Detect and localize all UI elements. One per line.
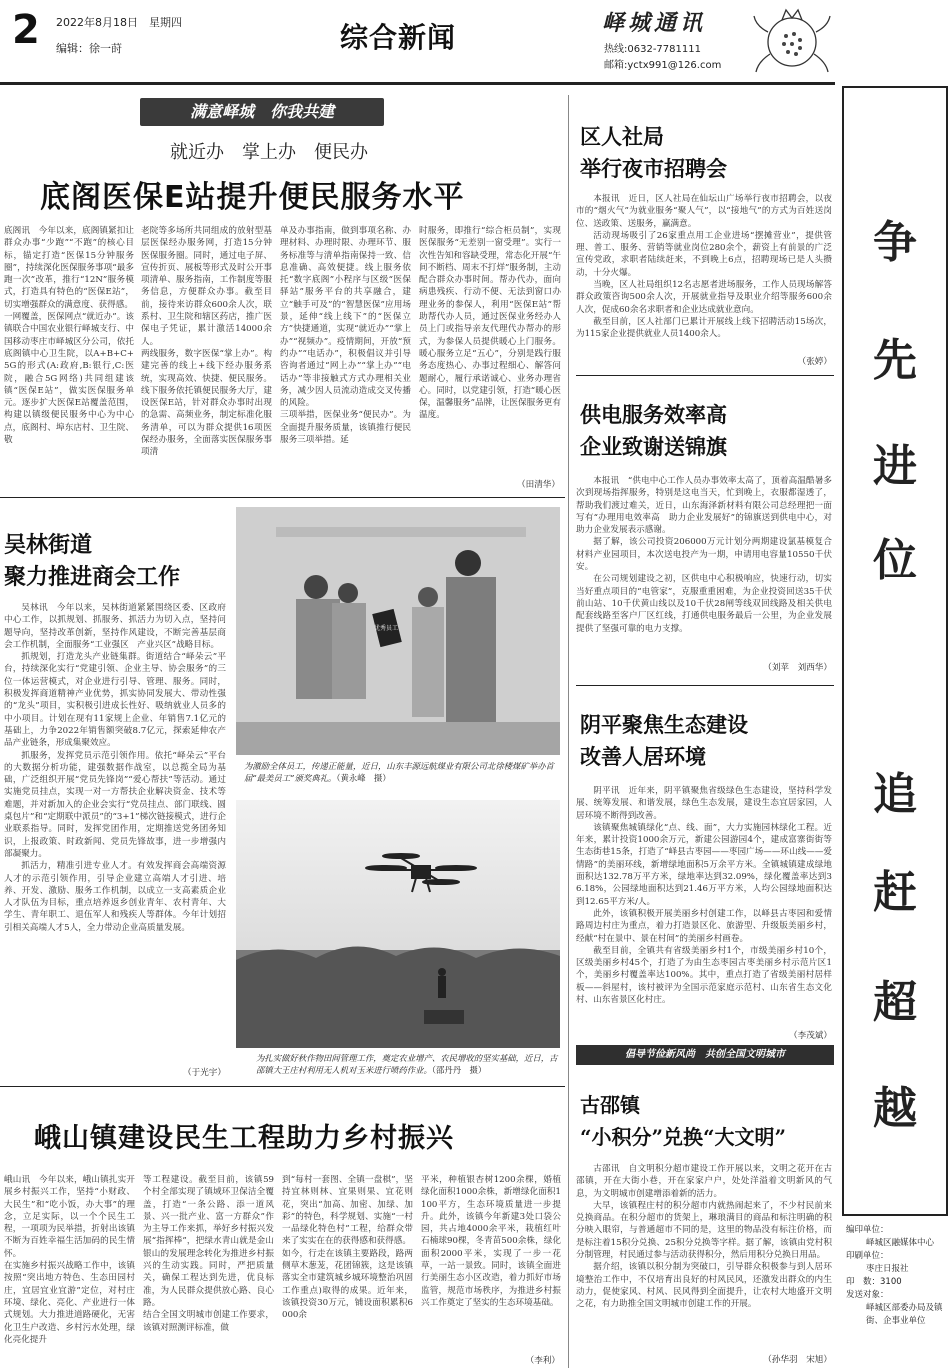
a1-title-1: 区人社局	[580, 124, 664, 149]
a2-title-2: 企业致谢送锦旗	[580, 434, 727, 459]
lead-col-4-text: 时服务，即推行“综合柜员制”，实现医保服务“无差别一窗受理”。实行一次性告知和容缺受理，常态化开展“午间不断档、周末不打烊”服务制，主动配合群众办事时间。帮办代办，面向病患残疾、行动不便、无法到窗口办理业务的参保人，利用“医保E站”帮助帮代办人员，通过医保业务经办人员上门或指导亲友代理代办帮办的形式，为参保人员提供暖心上门服务。暖心服务立足“五心”，分别是践行服务态度热心、办事过程细心、解答问题耐心，履行承诺诚心、业务办理省心。同时，以党建引领，打造“暖心医保，温馨服务”品牌，让医保服务更有温度。	[419, 226, 561, 421]
info-print-unit-label: 编印单位：	[846, 1225, 889, 1235]
photo1-caption	[244, 760, 558, 784]
wulin-body	[4, 602, 226, 1062]
bottom-col-2-text: 等工程建设。截至目前，该镇59个村全部实现了镇域环卫保洁全覆盖，打造“一条公路、添一道风景、兴一批产业、富一方群众”作为主导工作来抓，举好乡村振兴发展“指挥棒”，把绿水青山就是金山银山的发展理念转化为推进乡村振兴的生动实践。同时，严把质量关，确保工程达到先进，优良标准，为人民群众提供放心路、良心路。 结合全国文明城市创建工作要求，该镇对照测评标准，做	[143, 1175, 274, 1333]
a3-author: （李茂斌）	[789, 1031, 832, 1041]
slogan-char-6: 赶	[873, 867, 917, 918]
lead-author: （田清华）	[517, 480, 560, 490]
a3-para-2: 该镇聚焦城镇绿化“点、线、面”，大力实施园林绿化工程。近年来，累计投资1000余万元，新建公园游园4个，建成富寨街街等生态街巷15条，打造了“峄县古枣园——枣园广场——环山线——爱情路”的美丽环线，新增绿地面积5万余平方米。全镇城镇建成绿地面积达132.78万平方米，绿地率达到32.09%，绿化覆盖率达到36.18%，公园绿地面积达到21.46万平方米，人均公园绿地面积达到12.65平方米/人。	[576, 822, 832, 907]
a4-title-2: “小积分”兑换“大文明”	[580, 1125, 787, 1149]
sidebar-slogan-box	[842, 86, 948, 1216]
lead-col-4	[419, 225, 561, 480]
lead-col-1	[4, 225, 134, 493]
slogan-char-1: 争	[873, 217, 917, 268]
a4-body	[576, 1163, 832, 1355]
award-ceremony-photo	[236, 507, 560, 755]
a4-title-1: 古邵镇	[580, 1093, 640, 1117]
a4-author: （孙华羽 宋旭）	[763, 1355, 832, 1365]
a3-title-2: 改善人居环境	[580, 744, 706, 769]
a3-title-1: 阴平聚焦生态建设	[580, 712, 748, 737]
a2-title-1: 供电服务效率高	[580, 402, 727, 427]
bottom-col-4	[421, 1174, 561, 1354]
page-number: 2	[12, 7, 40, 53]
a3-para-3: 此外，该镇积极开展美丽乡村创建工作，以峄县古枣园和爱情路周边村庄为重点，着力打造景区化、旅游型、升级版美丽乡村，经献“村在景中、景在村间”的美丽乡村画卷。	[576, 908, 832, 944]
pomegranate-logo-icon	[752, 2, 832, 76]
wulin-para-3: 抓服务，发挥党员示范引领作用。依托“峄朵云”平台的大数据分析功能，建强数据作战室，以总揽全局为基础，广泛组织开展“党员先锋岗”“爱心帮扶”等活动。通过实施党员挂点，实现一对一方帮扶企业解决资金、技术等难题，并对新加入的企业会实行“党员挂点、部门联线、圆桌包片”和“定期联中派员”的“3+1”梯次链接模式，进行企业联系指导。同时，发挥党团作用，定期推送党务团务知识，上报政策、时政新闻、党员先锋故事，进一步增强内部凝聚力。	[4, 750, 226, 859]
photo2-caption-text: 为扎实做好秋作物田间管理工作，奠定农业增产、农民增收的坚实基础，近日，古邵镇大王庄村利用无人机对玉米进行喷药作业。	[256, 1053, 558, 1075]
masthead-rule	[0, 82, 835, 85]
a2-para-1: 本报讯 “供电中心工作人员办事效率太高了，顶着高温酷暑多次到现场指挥服务，特别是这电当天，忙到晚上，衣服都湿透了，帮助我们渡过难关，近日，山东海泽新材料有限公司总经理把一面写有“办理用电效率高 助力企业发展好”的锦旗送到供电中心，对助力企业发展表示感谢。	[576, 476, 832, 536]
a4-para-2: 大早，该镇程庄村的积分超市内就热闹起来了，不少村民前来兑换商品。在积分超市的货架上，琳琅满目的商品和标注明确的积分映入眼帘，与普通超市不同的是，这里的物品没有标注价格，而是标注着15积分兑换、25积分兑换等字样。据了解，该镇由党村积分制管理，村民通过参与活动获得积分，然后用积分兑换日用品。	[576, 1200, 832, 1261]
right-column	[576, 95, 834, 1368]
email: 邮箱:yctx991@126.com	[604, 60, 722, 71]
a1-para-4: 截至目前，区人社部门已累计开展线上线下招聘活动15场次，为115家企业提供就业人员1400余人。	[576, 316, 832, 340]
drone-field-graphic	[236, 800, 560, 1048]
lead-col-3	[280, 225, 411, 493]
a2-body	[576, 475, 832, 671]
lead-rule	[0, 497, 565, 498]
photo2-credit: （邵丹丹 摄）	[431, 1065, 487, 1075]
a1-rule	[576, 375, 834, 376]
slogan-char-4: 位	[873, 535, 917, 586]
lead-col-1-text: 底阁讯 今年以来，底阁镇紧扣让群众办事“少跑”“不跑”的核心目标，锚定打造“医保15分钟服务圈”，持续深化医保服务事项“最多跑一次”改革，推行“12N”服务模式，打造具有特色的“医保E站”，切实增强群众的满意度、获得感。 一网覆盖，医保网点“就近办”。该镇联合中国农业银行峄城支行、中国移动枣庄市峄城区分公司，依托底阁镇中心卫生院，以A+B+C+5G的形式(A:政府,B:银行,C:医院，融合5G网络)共同组建该镇“医保E站”，做实医保服务单元。逐步扩大医保E站覆盖范围，构建以镇级便民服务中心为中心点，底阁村、埠东店村、卫生院、敬	[4, 226, 134, 446]
info-recipients-label: 发送对象：	[846, 1290, 889, 1300]
info-copies-label: 印 数：	[846, 1277, 881, 1287]
bottom-author: （李利）	[525, 1356, 560, 1366]
banner-label: 满意峄城 你我共建	[189, 102, 334, 121]
a3-para-4: 截至目前，全镇共有省级美丽乡村1个，市级美丽乡村10个，区级美丽乡村45个，打造了为由生态枣园古枣美丽乡村示范片区1个，美丽乡村覆盖率达100%。其中，重点打造了省级美丽村居样板——斜屋村，该村被评为全国示范家庭示范村、山东省生态文化村、山东省景区化村庄。	[576, 945, 832, 1006]
a1-para-2: 活动现场吸引了26家重点用工企业进场“摆摊营业”，提供管理、普工、服务、营销等就业岗位280余个，薪资上有前景的广泛宣传党政，求职者陆续赶来，不到晚上6点，招聘现场已是人头攒动，十分火爆。	[576, 230, 832, 278]
bottom-col-4-text: 平米，种植银杏树1200余棵，婚植绿化面积1000余株，新增绿化面积1100平方，生态环境质量进一步提升。此外，该镇今年新建3处口袋公园，共占地4000余平米，栽植红叶石楠球90棵，冬青苗500余株，绿化面积2000平米，实现了一步一花草，一站一景致。同时，该镇全面进行美丽生态小区改造，着力抓好市场监管，规范市场秩序，为推进乡村振兴工作奠定了坚实的生态环境基础。	[421, 1175, 561, 1308]
bottom-col-2	[143, 1174, 274, 1368]
drone-spraying-photo	[236, 800, 560, 1048]
sidebar-info	[846, 1224, 946, 1328]
photo1-caption-text: 为激励全体员工，传递正能量，近日，山东丰源远航煤业有限公司北徐楼煤矿举办首届“最美员工”颁奖典礼。	[244, 761, 554, 783]
wulin-title-2: 聚力推进商会工作	[4, 564, 181, 590]
a2-author: （刘苹 刘西华）	[763, 663, 832, 673]
a3-para-1: 阴平讯 近年来，阴平镇聚焦省级绿色生态建设，坚持科学发展、统筹发展、和谐发展，绿色生态发展，建设生态宜居家园，人居环境不断得到改善。	[576, 786, 832, 821]
wulin-para-4: 抓活力，精准引进专业人才。有效发挥商会高端资源人才的示范引领作用，引导企业建立高端人才引进、培养、开发、激励、服务工作机制，以成立一支高素质企业人才队伍为目标，重点培养返乡创业青年、农村青年、大学生、青年职工、退伍军人和残疾人等群体。今年计划招引相关高端人才5人，全力带动企业高质量发展。	[4, 861, 226, 933]
editor-line: 编辑：徐一莳	[56, 42, 122, 55]
info-print-unit-value: 峄城区融媒体中心	[866, 1238, 935, 1248]
a1-para-3: 当晚，区人社局组织12名志愿者进场服务，工作人员现场解答群众政策咨询500余人次，开展就业指导及职业介绍等服务600余人次，促成60余名求职者和企业达成就业意向。	[576, 280, 832, 315]
a2-para-3: 在公司规划建设之初，区供电中心积极响应，快速行动，切实当好重点项目的“电管家”，克服重重困难，为企业投资回送35千伏前山站、10千伏黄山线以及10千伏28闸等线双回线路及相关供电配套线路至客户厂区红线，打通供电服务最后一公里，为企业发展提供了坚强可靠的电力支撑。	[576, 574, 832, 634]
slogan-char-3: 进	[873, 441, 917, 492]
wulin-title-1: 吴林街道	[4, 532, 93, 558]
bottom-col-3-text: 到“每村一套图、全镇一盘棋”，坚持宜林则林、宜果则果、宜花则花，突出“加高、加密、加绿、加彩”的特色，科学规划、实施“一村一品绿化特色村”工程，给群众带来了实实在在的获得感和获得感。 如今，行走在该镇主要路段，路两侧草木葱茏，花团锦簇，这是该镇落实全市建筑城乡城环境整治巩固工作重点)取得的成果。近年来，该镇投资30万元，铺设面积累积6000余	[282, 1175, 413, 1321]
column-banner	[140, 98, 384, 126]
a2-para-2: 据了解，该公司投资206000万元计划分两期建设氯基模复合材料产业园项目，本次送电投产为一期，申请用电容量10550千伏安。	[576, 537, 832, 573]
a1-para-1: 本报讯 近日，区人社局在仙坛山广场举行夜市招聘会，以夜市的“烟火气”为就业服务“聚人气”，以“接地气”的方式为百姓送岗位、送政策、送服务，赢满意。	[576, 194, 832, 229]
info-press-value: 枣庄日报社	[866, 1264, 909, 1274]
slogan-char-5: 追	[873, 769, 917, 820]
strip-label: 倡导节俭新风尚 共创全国文明城市	[625, 1049, 785, 1060]
wulin-para-1: 吴林讯 今年以来，吴林街道紧紧围绕区委、区政府中心工作，以抓规划、抓服务、抓活力为切入点，坚持问题导向，坚持改革创新，坚持作风建设，不断完善基层商会工作机制，全面服务“工业强区 产业兴区”战略目标。	[4, 603, 226, 650]
slogan-char-7: 超	[873, 977, 917, 1028]
wulin-author: （于光宇）	[183, 1068, 226, 1078]
photo2-caption	[256, 1052, 558, 1076]
bottom-headline: 峨山镇建设民生工程助力乡村振兴	[34, 1123, 454, 1154]
civilization-strip	[576, 1045, 834, 1065]
info-copies-value: 3100	[880, 1277, 902, 1287]
a1-body	[576, 193, 832, 369]
hotline: 热线:0632-7781111	[604, 44, 701, 55]
masthead	[0, 0, 950, 82]
lead-col-2	[141, 225, 272, 493]
left-col-divider	[568, 95, 569, 1368]
info-copies	[846, 1276, 946, 1289]
a4-para-1: 古邵讯 自文明积分超市建设工作开展以来，文明之花开在古邵镇，开在大街小巷，开在家家户户，处处洋溢着文明新风的气息，为文明城市创建增添着新的活力。	[576, 1164, 832, 1199]
photo1-credit: （黄永峰 摄）	[336, 773, 391, 783]
a4-para-3: 据介绍，该镇以积分制为突破口，引导群众积极参与到人居环境整治工作中，不仅培育出良好的村风民风，还激发出群众的内生动力，促使家风、村风、民风得到全面提升，让农村大地盛开文明之花，有力助推全国文明城市创建工作的开展。	[576, 1262, 832, 1310]
info-press-label: 印刷单位：	[846, 1251, 889, 1261]
slogan-char-8: 越	[873, 1083, 917, 1134]
wulin-para-2: 抓规划，打造龙头产业链集群。街道结合“峄朵云”平台，持续深化实行“党建引领、企业主导、协会服务”的三位一体运营模式，对企业进行引导、管理、服务。同时，积极发挥商道精神产业优势，抓实协同发展大、带动性强的“龙头”项目，实积极引进成长性好、吸纳就业人员多的中小项目。计划在现有11家规上企业、年销售7.1亿元的基础上，力争2022年销售额突破8.7亿元，探索延伸农产品产业链条，形成集聚效应。	[4, 652, 226, 749]
lead-col-3-text: 单及办事指南，做到事项名称、办理材料、办理时限、办理环节、服务标准等与清单指南保持一致、信息准确、高效便捷。线上服务依托“数字底阁”小程序与区级“医保驿站”服务平台的共享融合，建立“触手可及”的“智慧医保”应用场景，延伸“线上线下”的“医保立方”快捷通道，实现“就近办”“掌上办”“视频办”。疫情期间，开放“预约办”“电话办”，积极倡议并引导咨询者通过“网上办”“掌上办”“电话办”等非接触式方式办理相关业务，减少因人员流动造成交叉传播的风险。 三项举措，医保业务“便民办”。为全面提升服务质量，该镇推行便民服务三项举措。延	[280, 226, 411, 446]
bottom-col-1-text: 峨山讯 今年以来，峨山镇扎实开展乡村振兴工作，坚持“小财政、大民生”和“吃小饭，办大事”的理念，立足实际，以一个个民生工程，一项项为民举措，折射出该镇不断为百姓幸福生活加码的民生情怀。 在实施乡村振兴战略工作中，该镇按照“突出地方特色、生态田园村庄，宜居宜业宜游”定位，对村庄环境、绿化、亮化、产业进行一体式规划。大力推进道路硬化，无害化卫生户改造、乡村污水处理，绿化亮化提升	[4, 1175, 135, 1345]
lead-kicker: 就近办 掌上办 便民办	[170, 142, 368, 163]
paper-name: 峄城通讯	[602, 10, 707, 36]
section-title: 综合新闻	[340, 21, 457, 54]
bottom-col-1	[4, 1174, 135, 1368]
a2-rule	[576, 685, 834, 686]
award-board-text: 优秀员工	[373, 625, 398, 632]
bottom-col-3	[282, 1174, 413, 1368]
bottom-rule	[0, 1086, 565, 1087]
lead-col-2-text: 老院等多场所共同组成的放射型基层医保经办服务网，打造15分钟医保服务圈。同时，通过电子屏、宣传折页、展板等形式及时公开事项清单、服务指南，工作制度等服务信息，方便群众办事。截至目前，接待来访群众600余人次，联系村、卫生院和辖区药店，推广医保电子凭证，累计激活14000余人。 两线服务，数字医保“掌上办”。构建完善的线上+线下经办服务系统，实现高效、快捷、便民服务。线下服务依托镇便民服务大厅，建设医保E站，针对群众办事时出现的急需、高频业务，制定标准化服务清单，可以为群众提供16项医保经办服务，全面落实医保服务事项清	[141, 226, 272, 458]
lead-headline: 底阁医保E站提升便民服务水平	[40, 180, 465, 215]
a1-author: （张婷）	[797, 357, 832, 367]
slogan-char-2: 先	[873, 335, 917, 386]
info-recipients-value: 峄城区部委办局及镇街、企事业单位	[866, 1303, 943, 1326]
a1-title-2: 举行夜市招聘会	[580, 156, 727, 181]
issue-date: 2022年8月18日 星期四	[56, 16, 182, 29]
a3-body	[576, 785, 832, 1029]
